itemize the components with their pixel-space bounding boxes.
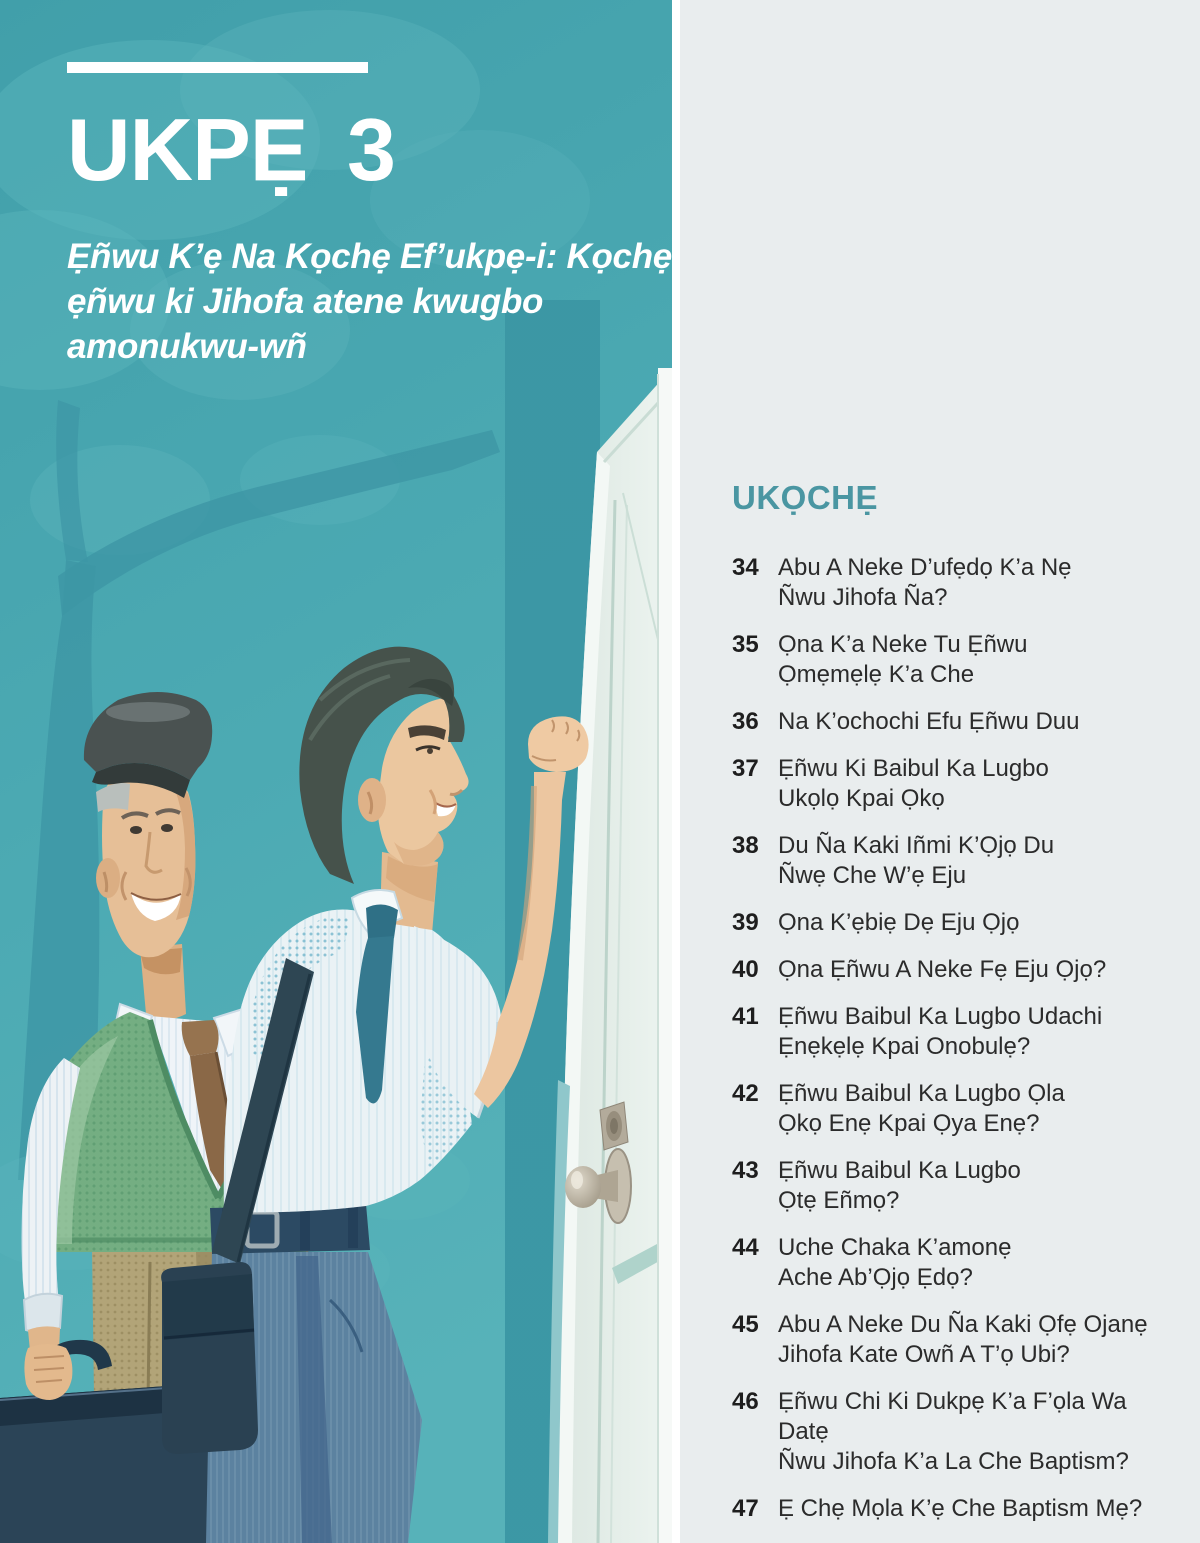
toc-item-lines [778,831,1054,891]
chapter-subtitle [67,234,672,369]
toc-item-number: 38 [732,832,759,859]
toc-item-line: Jihofa Kate Owñ A T’ọ Ubi? [778,1341,1070,1368]
toc-item [732,1079,1176,1139]
contents-list [732,553,1176,1524]
toc-item-line: Ọna K’ẹbiẹ Dẹ Eju Ọjọ [778,909,1020,936]
toc-item-line: Ẹnẹkẹlẹ Kpai Onobulẹ? [778,1033,1031,1060]
toc-item [732,1387,1176,1477]
toc-item-line: Ẹñwu Baibul Ka Lugbo Udachi [778,1003,1103,1030]
toc-item [732,831,1176,891]
toc-item [732,630,1176,690]
toc-item [732,1002,1176,1062]
toc-item-number: 34 [732,554,759,581]
toc-item-number: 45 [732,1311,759,1338]
toc-item-lines [778,553,1072,613]
contents-panel [680,0,1200,1543]
toc-item [732,1233,1176,1293]
toc-item-lines [778,1156,1021,1216]
toc-item-line: Ñwu Jihofa Ña? [778,584,948,611]
toc-item-line: Abu A Neke D’ufẹdọ K’a Nẹ [778,554,1072,581]
toc-item [732,707,1176,737]
toc-item-lines [778,1233,1011,1293]
toc-item-lines [778,707,1080,737]
toc-item-line: Na K’ochochi Efu Ẹñwu Duu [778,708,1080,735]
toc-item [732,955,1176,985]
toc-item-number: 44 [732,1234,759,1261]
toc-item-lines [778,908,1019,938]
contents-heading: UKỌCHẸ [732,479,879,516]
toc-item-lines [778,1002,1102,1062]
toc-item-lines [778,1494,1142,1524]
toc-item-line: Ọtẹ Eñmọ? [778,1187,900,1214]
toc-item-number: 39 [732,909,759,936]
toc-item-line: Ukọlọ Kpai Ọkọ [778,785,945,812]
title-divider-bar [67,62,368,73]
toc-item [732,1156,1176,1216]
toc-item-line: Ẹñwu Ki Baibul Ka Lugbo [778,755,1049,782]
toc-item-line: Ẹñwu Baibul Ka Lugbo [778,1157,1021,1184]
toc-item-number: 35 [732,631,759,658]
toc-item-lines [778,955,1106,985]
toc-item-lines [778,1387,1176,1477]
toc-item-line: Ọna K’a Neke Tu Ẹñwu [778,631,1028,658]
toc-item [732,1310,1176,1370]
toc-item-line: Ẹñwu Chi Ki Dukpẹ K’a F’ọla Wa Datẹ [778,1388,1127,1445]
toc-item-number: 40 [732,956,759,983]
toc-item [732,1494,1176,1524]
toc-item-number: 43 [732,1157,759,1184]
toc-item-line: Ọna Ẹñwu A Neke Fẹ Eju Ọjọ? [778,956,1107,983]
toc-item-line: Du Ña Kaki Iñmi K’Ọjọ Du [778,832,1055,859]
toc-item [732,908,1176,938]
title-block [67,62,672,369]
toc-item-line: Abu A Neke Du Ña Kaki Ọfẹ Ojanẹ [778,1311,1148,1338]
toc-item [732,754,1176,814]
toc-item-line: Uche Chaka K’amonẹ [778,1234,1012,1261]
chapter-title: UKPẸ 3 [67,100,395,199]
toc-item [732,553,1176,613]
toc-item-lines [778,1079,1065,1139]
toc-item-line: Ọmẹmẹlẹ K’a Che [778,661,975,688]
toc-item-lines [778,630,1027,690]
toc-item-number: 42 [732,1080,759,1107]
toc-item-line: Ñwẹ Che W’ẹ Eju [778,862,967,889]
toc-item-number: 41 [732,1003,759,1030]
toc-item-lines [778,1310,1148,1370]
toc-item-lines [778,754,1049,814]
toc-item-line: Ache Ab’Ọjọ Ẹdọ? [778,1264,973,1291]
chapter-subtitle-line: Ẹñwu K’ẹ Na Kọchẹ Ef’ukpẹ-i: Kọchẹ [67,237,672,277]
toc-item-line: Ọkọ Enẹ Kpai Ọya Enẹ? [778,1110,1040,1137]
chapter-subtitle-line: ẹñwu ki Jihofa atene kwugbo [67,282,544,322]
door-deadbolt [600,1102,628,1150]
toc-item-number: 37 [732,755,759,782]
toc-item-number: 36 [732,708,759,735]
chapter-subtitle-line: amonukwu-wñ [67,327,307,367]
toc-item-number: 46 [732,1388,759,1415]
toc-item-line: Ñwu Jihofa K’a La Che Baptism? [778,1448,1129,1475]
toc-item-line: Ẹ Chẹ Mọla K’ẹ Che Baptism Mẹ? [778,1495,1143,1522]
toc-item-number: 47 [732,1495,759,1522]
toc-item-line: Ẹñwu Baibul Ka Lugbo Ọla [778,1080,1065,1107]
